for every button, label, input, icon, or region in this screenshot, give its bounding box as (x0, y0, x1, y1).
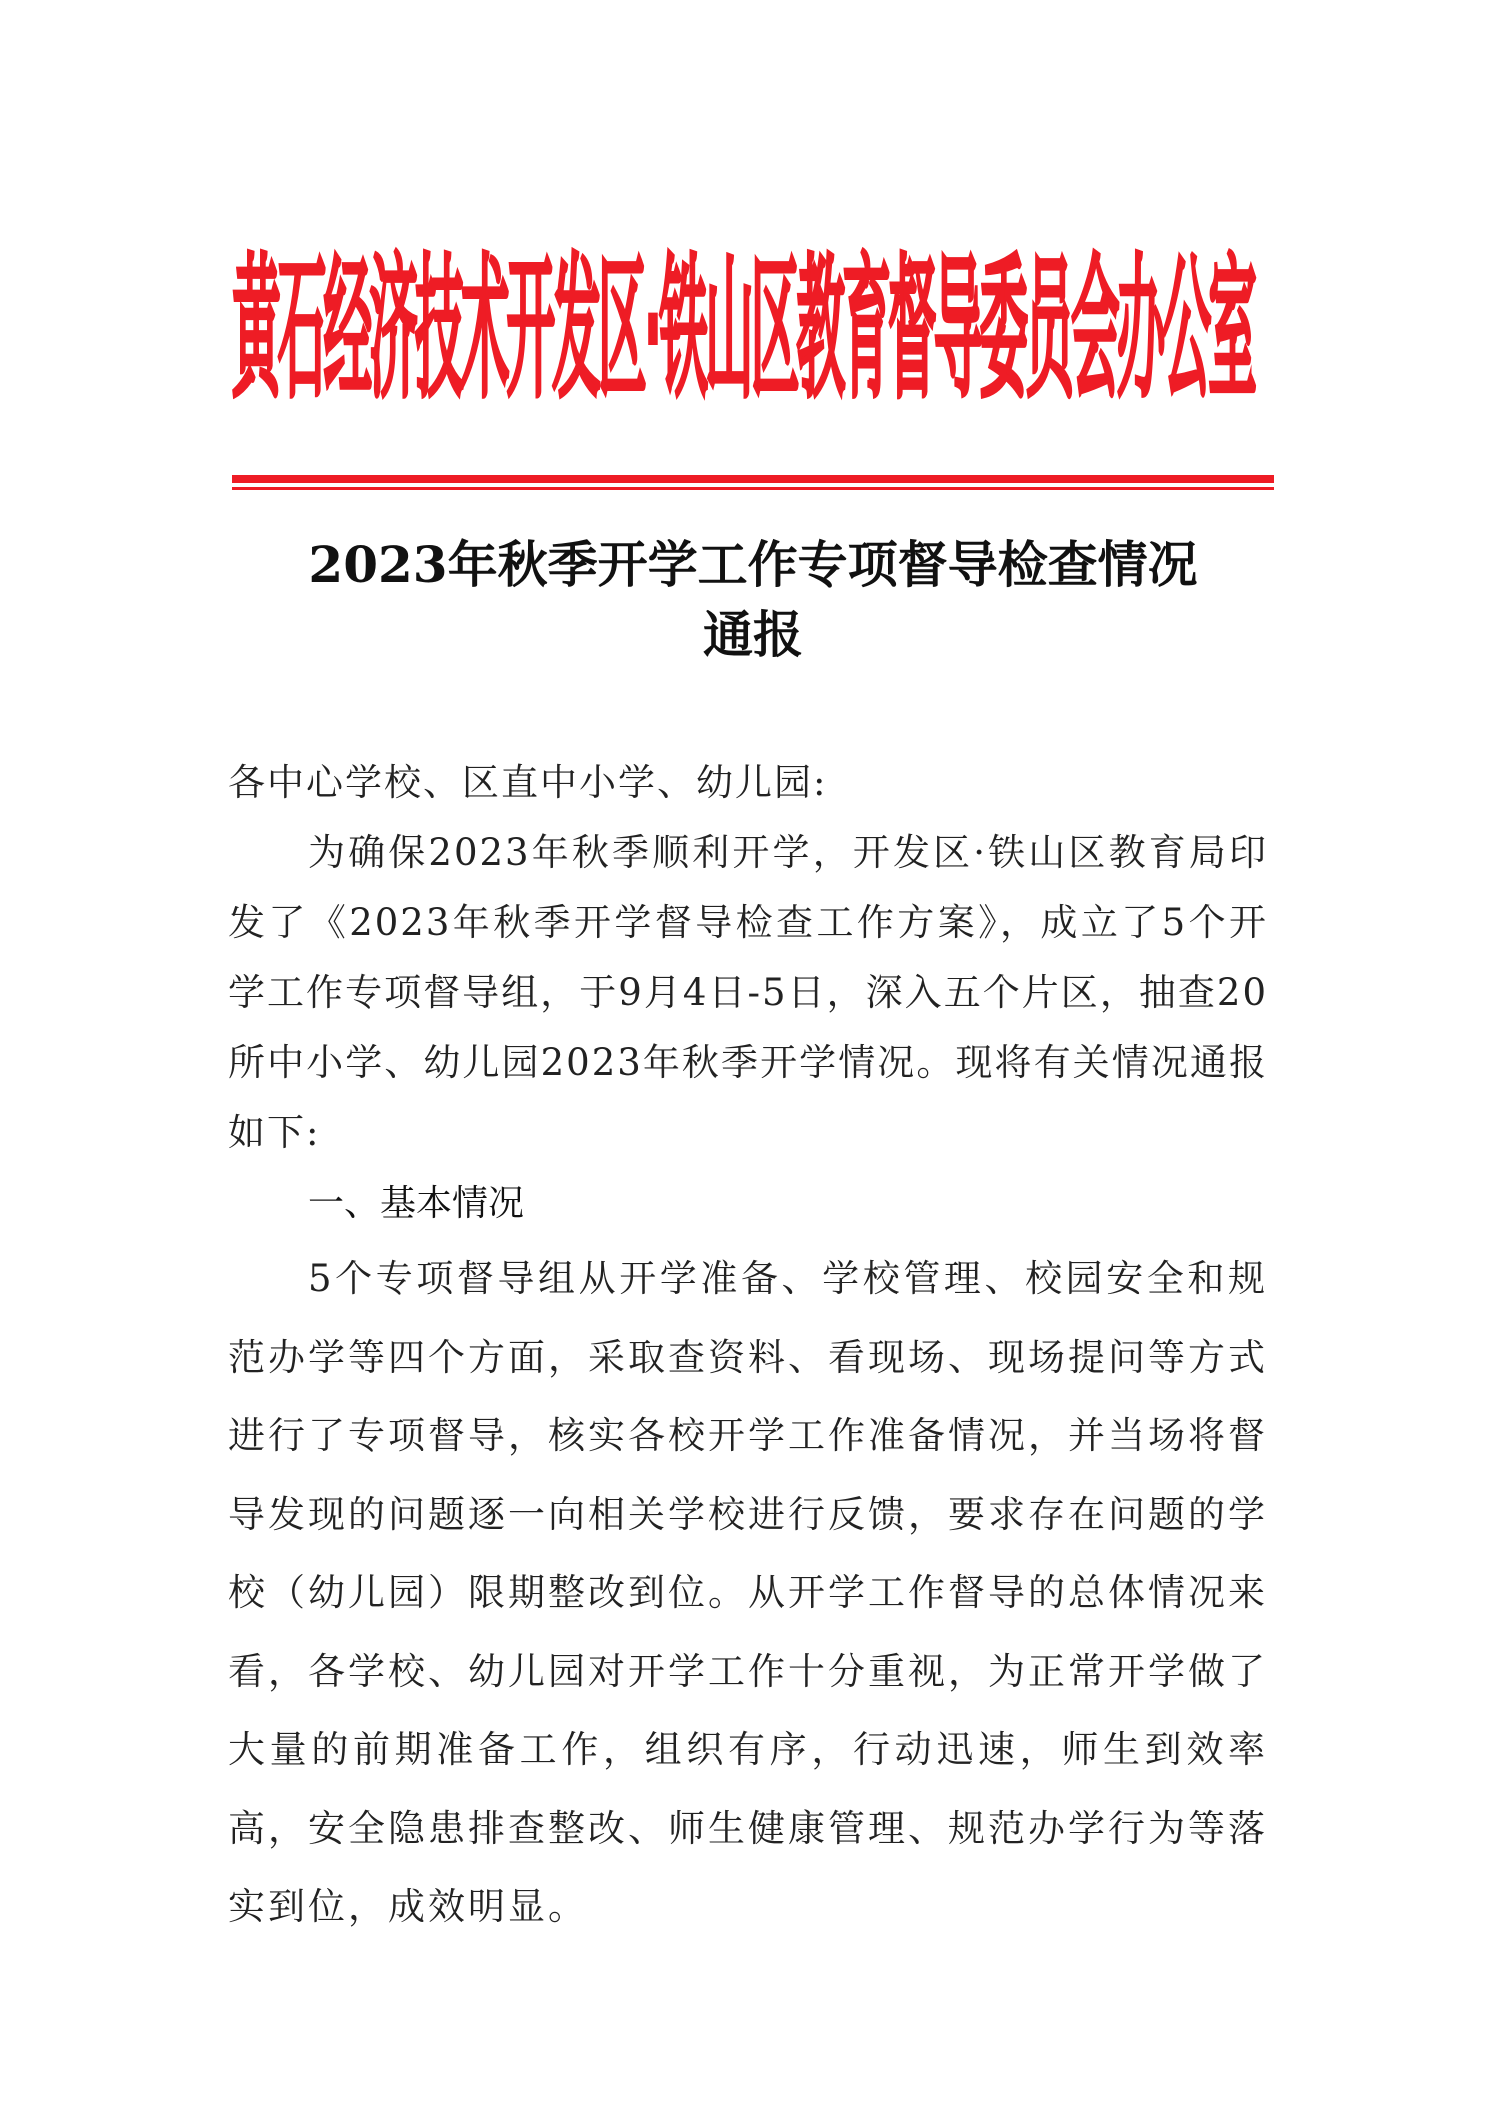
salutation: 各中心学校、区直中小学、幼儿园: (228, 761, 828, 804)
masthead-red-rule-thin (232, 487, 1274, 490)
masthead-red-rule-thick (232, 475, 1274, 483)
intro-paragraph: 为确保2023年秋季顺利开学，开发区·铁山区教育局印发了《2023年秋季开学督导检查工作方案》，成立了5个开学工作专项督导组，于9月4日-5日，深入五个片区，抽查20所中小学、幼儿园2023年秋季开学情况。现将有关情况通报如下: (228, 831, 1268, 1154)
document-title-line-2: 通报 (703, 605, 803, 664)
masthead (232, 215, 1254, 445)
section-paragraph-basic-situation: 5个专项督导组从开学准备、学校管理、校园安全和规范办学等四个方面，采取查资料、看现场、现场提问等方式进行了专项督导，核实各校开学工作准备情况，并当场将督导发现的问题逐一向相关学校进行反馈，要求存在问题的学校（幼儿园）限期整改到位。从开学工作督导的总体情况来看，各学校、幼儿园对开学工作十分重视，为正常开学做了大量的前期准备工作，组织有序，行动迅速，师生到效率高，安全隐患排查整改、师生健康管理、规范办学行为等落实到位，成效明显。 (228, 1257, 1268, 1928)
document-title (232, 530, 1274, 670)
document-body (228, 748, 1268, 1947)
masthead-org-name: 黄石经济技术开发区·铁山区教育督导委员会办公室 (232, 238, 1254, 420)
document-title-line-1: 2023年秋季开学工作专项督导检查情况 (308, 535, 1198, 594)
section-heading-basic-situation: 一、基本情况 (308, 1183, 525, 1224)
